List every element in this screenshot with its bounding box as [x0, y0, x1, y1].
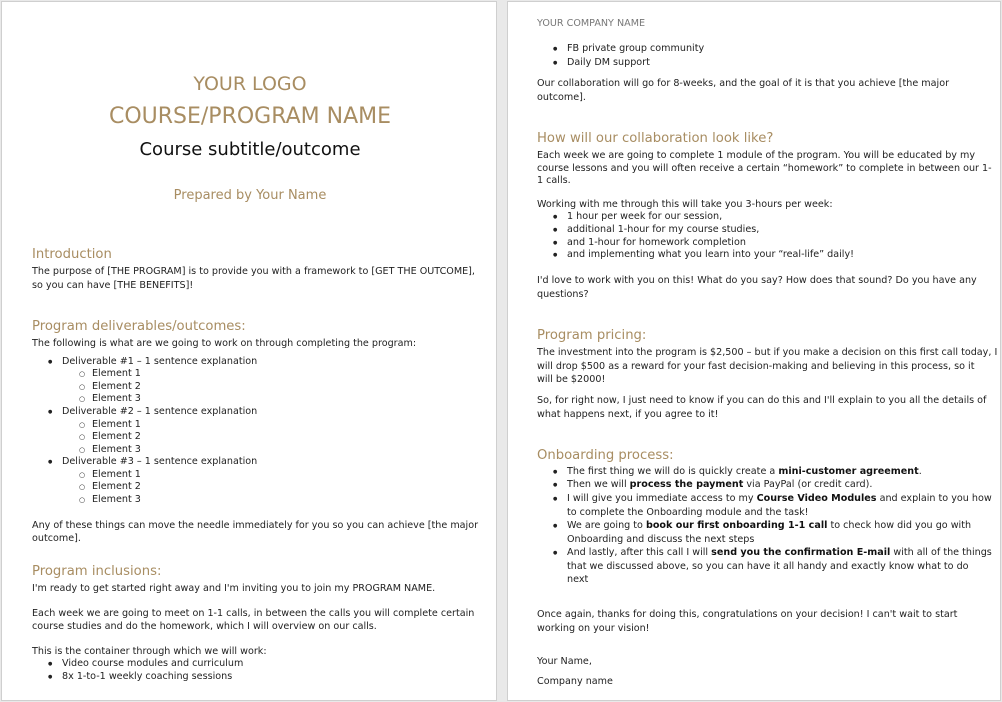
element-item: ○ Element 2	[92, 431, 141, 444]
weekly-line-1: Each week we are going to meet on 1-1 calls, in between the calls you will complete certain	[32, 608, 475, 619]
step-bold-text: mini-customer agreement	[778, 466, 919, 477]
deliverable-item: ● Deliverable #2 – 1 sentence explanation	[62, 406, 257, 419]
step-bold-text: process the payment	[629, 479, 744, 490]
prepared-by: Prepared by Your Name	[173, 188, 327, 203]
hours-item: ● and implementing what you learn into your “real-life” daily!	[567, 249, 854, 262]
step-text: And lastly, after this call I will	[567, 547, 712, 558]
signature-company: Company name	[537, 676, 613, 687]
deliverable-item: ● Deliverable #3 – 1 sentence explanation	[62, 456, 257, 469]
step-text: The first thing we will do is quickly create a	[567, 466, 779, 477]
step-bold-text: book our first onboarding 1-1 call	[645, 520, 828, 531]
needle-line-2: outcome].	[32, 533, 81, 544]
inclusions-intro: I'm ready to get started right away and I'm inviting you to join my PROGRAM NAME.	[32, 583, 436, 594]
intro-line-1: The purpose of [THE PROGRAM] is to provide you with a framework to [GET THE OUTCOME],	[32, 266, 475, 277]
love-line-1: I'd love to work with you on this! What do you say? How does that sound? Do you have any	[537, 275, 977, 286]
onboarding-step-4	[567, 520, 971, 533]
deliverable-item: ● Deliverable #1 – 1 sentence explanation	[62, 356, 257, 369]
onboarding-step-1	[567, 466, 922, 479]
inclusions-heading: Program inclusions:	[32, 564, 162, 579]
step-bold-text: send you the confirmation E-mail	[711, 547, 891, 558]
step-text: We are going to	[567, 520, 646, 531]
collaboration-heading: How will our collaboration look like?	[537, 131, 774, 146]
program-name: COURSE/PROGRAM NAME	[108, 104, 392, 129]
element-item: ○ Element 1	[92, 368, 141, 381]
container-item: ● Video course modules and curriculum	[62, 658, 243, 671]
onboarding-step-5-cont: next	[567, 574, 589, 585]
pricing-heading: Program pricing:	[537, 328, 647, 343]
intro-line-2: so you can have [THE BENEFITS]!	[32, 280, 194, 291]
step-text: with all of the things	[890, 547, 992, 558]
onboarding-step-3	[567, 493, 992, 506]
onboarding-step-3-cont: to complete the Onboarding module and the task!	[567, 507, 809, 518]
element-item: ○ Element 1	[92, 419, 141, 432]
deliverables-intro: The following is what are we going to work on through completing the program:	[32, 338, 417, 349]
onboarding-step-2	[567, 479, 872, 492]
rightnow-line-2: what happens next, if you agree to it!	[537, 409, 719, 420]
element-item: ○ Element 2	[92, 381, 141, 394]
step-text: via PayPal (or credit card).	[743, 479, 873, 490]
container-intro: This is the container through which we will work:	[32, 646, 267, 657]
signature-name: Your Name,	[537, 656, 592, 667]
needle-line-1: Any of these things can move the needle immediately for you so you can achieve [the major	[32, 520, 479, 531]
introduction-heading: Introduction	[32, 247, 112, 262]
hours-item: ● 1 hour per week for our session,	[567, 211, 722, 224]
logo-text: YOUR LOGO	[193, 73, 307, 95]
company-header: YOUR COMPANY NAME	[537, 18, 646, 29]
container-item: ● 8x 1-to-1 weekly coaching sessions	[62, 671, 232, 684]
course-subtitle: Course subtitle/outcome	[139, 139, 361, 160]
element-item: ○ Element 3	[92, 393, 141, 406]
hours-item: ● and 1-hour for homework completion	[567, 237, 746, 250]
hours-intro: Working with me through this will take you 3-hours per week:	[537, 199, 833, 210]
rightnow-line-1: So, for right now, I just need to know if you can do this and I'll explain to you all the details of	[537, 395, 987, 406]
document-page-2	[507, 1, 1001, 701]
continued-item: ● Daily DM support	[567, 57, 650, 70]
step-text: I will give you immediate access to my	[567, 493, 757, 504]
element-item: ○ Element 3	[92, 494, 141, 507]
closing-line-1: Once again, thanks for doing this, congratulations on your decision! I can't wait to start	[537, 609, 958, 620]
pricing-line-2: will drop $500 as a reward for your fast decision-making and believing in this process, so it	[537, 361, 975, 372]
weekly-line-2: course studies and do the homework, which I will overview on our calls.	[32, 621, 377, 632]
step-text: to check how did you go with	[827, 520, 972, 531]
onboarding-heading: Onboarding process:	[537, 448, 674, 463]
step-text: and explain to you how	[876, 493, 992, 504]
look-line-2: course lessons and you will often receive a certain “homework” to complete in between our 1-	[537, 163, 992, 174]
look-line-3: 1 calls.	[537, 175, 571, 186]
pricing-line-3: will be $2000!	[537, 374, 606, 385]
document-page-1	[1, 1, 497, 701]
onboarding-step-5-cont: that we discussed above, so you can have it all handy and exactly know what to do	[567, 561, 969, 572]
pricing-line-1: The investment into the program is $2,500 – but if you make a decision on this first call today, I	[537, 347, 998, 358]
hours-item: ● additional 1-hour for my course studies,	[567, 224, 759, 237]
element-item: ○ Element 3	[92, 444, 141, 457]
deliverables-heading: Program deliverables/outcomes:	[32, 319, 246, 334]
closing-line-2: working on your vision!	[537, 623, 650, 634]
onboarding-step-4-cont: Onboarding and discuss the next steps	[567, 534, 755, 545]
element-item: ○ Element 2	[92, 481, 141, 494]
collab-line-1: Our collaboration will go for 8-weeks, and the goal of it is that you achieve [the major	[537, 78, 950, 89]
element-item: ○ Element 1	[92, 469, 141, 482]
step-text: .	[918, 466, 922, 477]
collab-line-2: outcome].	[537, 92, 586, 103]
look-line-1: Each week we are going to complete 1 module of the program. You will be educated by my	[537, 150, 976, 161]
continued-item: ● FB private group community	[567, 43, 704, 56]
step-bold-text: Course Video Modules	[756, 493, 877, 504]
onboarding-step-5	[567, 547, 992, 560]
step-text: Then we will	[567, 479, 630, 490]
love-line-2: questions?	[537, 289, 589, 300]
